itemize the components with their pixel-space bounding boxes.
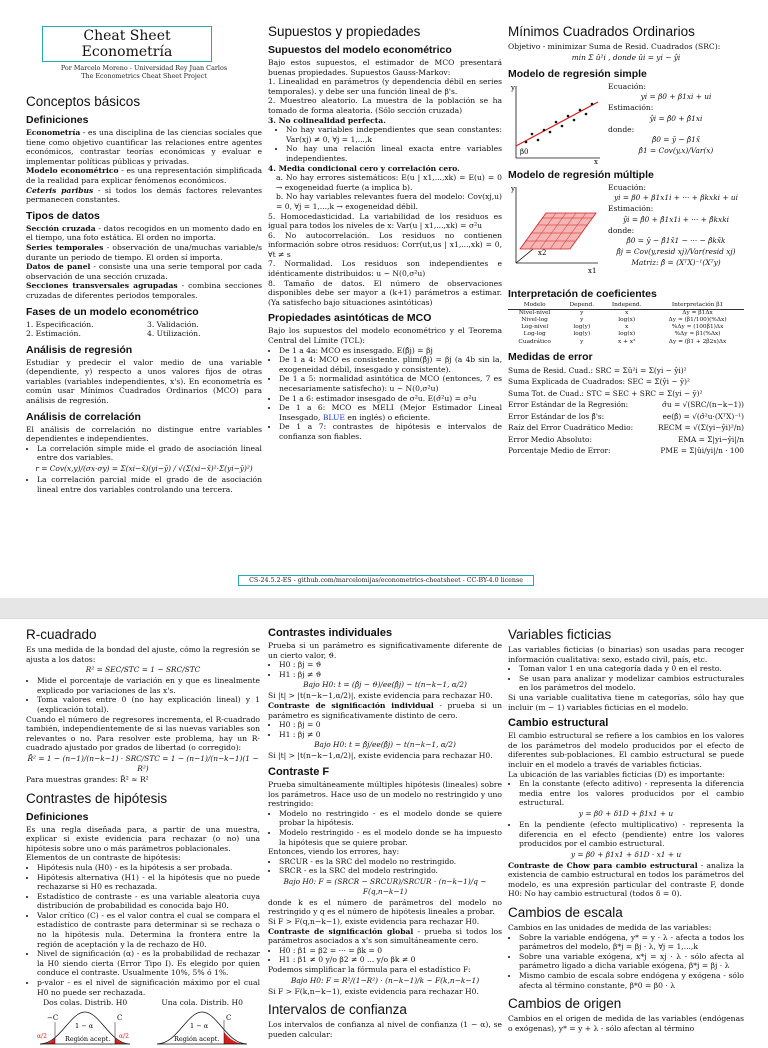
scatter-point xyxy=(525,140,528,143)
project-line: The Econometrics Cheat Sheet Project xyxy=(81,72,207,80)
list-item: • En la pendiente (efecto multiplicativo) - representa la diferencia en el efecto (pendiente) entre los valores producidos por el cambio estructural. xyxy=(519,820,744,849)
list-item: • H0 : βj = 0 xyxy=(279,720,502,730)
heading-ic: Intervalos de confianza xyxy=(268,1002,407,1018)
table-row xyxy=(508,331,744,338)
mult-matriz: Matriz: β̂ = (XᵀX)⁻¹(Xᵀy) xyxy=(631,258,721,268)
f-intro: Prueba simultáneamente múltiples hipótesis (lineales) sobre los parámetros. Hace uso de un modelo no restringido y uno restringido: xyxy=(268,779,502,809)
list-item: • Hipótesis nula (H0) - es la hipótesis a ser probada. xyxy=(37,863,260,873)
y-axis-label: y xyxy=(511,184,515,193)
intercept-label: β0 xyxy=(520,147,529,156)
table-cell: log(y) xyxy=(573,331,591,338)
cambio-list xyxy=(519,779,744,808)
two-tail-label: Dos colas. Distrib. H0 xyxy=(43,998,128,1008)
label: Ecuación: xyxy=(608,81,646,91)
pme-row: Porcentaje Medio de Error: PME = Σ|ûi/yi|/n · 100 xyxy=(508,446,744,456)
page-2 xyxy=(0,618,768,1043)
alpha-half-right: α/2 xyxy=(118,1032,129,1040)
sup-4b: b. No hay variables relevantes fuera del modelo: Cov(xj,u) = 0, ∀j = 1,...,k → exogeneidad débil. xyxy=(276,192,502,211)
label: Estimación: xyxy=(608,103,654,113)
table-cell: Log-log xyxy=(523,331,546,338)
table-cell: log(x) xyxy=(618,331,636,338)
ema-row: Error Medio Absoluto: EMA = Σ|yi−ŷi|/n xyxy=(508,434,744,444)
simple-est: ŷi = β̂0 + β̂1xi xyxy=(649,113,703,123)
scatter-point xyxy=(561,124,564,127)
fg-rule: Si F > F(k,n−k−1), existe evidencia para rechazar H0. xyxy=(268,986,479,996)
distribution-labels xyxy=(26,998,260,1008)
corr-formula: r = Cov(x,y)/(σx·σy) = Σ(xi−x̄)(yi−ȳ) / √(Σ(xi−x̄)²·Σ(yi−ȳ)²) xyxy=(35,464,253,474)
heading-r2: R-cuadrado xyxy=(26,627,97,642)
heading-contrastes: Contrastes de hipótesis xyxy=(26,790,168,806)
table-row xyxy=(508,339,744,346)
sec-line: Suma Explicada de Cuadrados: SEC = Σ(ŷi − ȳ)² xyxy=(508,377,690,387)
heading-supuestos: Supuestos y propiedades xyxy=(268,24,421,39)
table-cell: Log-nivel xyxy=(521,324,549,331)
alpha-half-left: α/2 xyxy=(36,1032,47,1040)
list-item: • De 1 a 4: MCO es consistente. plim(β̂j) = βj (a 4b sin la, exogeneidad débil, insesgado y consistente). xyxy=(279,355,502,374)
def-ceteris: Ceteris paribus - si todos los demás factores relevantes permanecen constantes. xyxy=(26,185,262,205)
scatter-point xyxy=(573,118,576,121)
list-item: • Hipótesis alternativa (H1) - el la hipótesis que no puede rechazarse si H0 es rechazada. xyxy=(37,873,260,892)
fase-item: 2. Estimación. xyxy=(26,329,81,339)
list-item: • Modelo no restringido - es el modelo donde se quiere probar la hipótesis. xyxy=(279,809,502,828)
multiple-block xyxy=(508,183,744,283)
sup-2: 2. Muestreo aleatorio. La muestra de la población se ha tomado de forma aleatoria. (Sólo sección cruzada) xyxy=(268,96,502,115)
heading-mco: Mínimos Cuadrados Ordinarios xyxy=(508,24,695,39)
recm-row: Raíz del Error Cuadrático Medio: RECM = √(Σ(yi−ŷi)²/n) xyxy=(508,423,744,433)
sup-5: 5. Homocedasticidad. La variabilidad de los residuos es igual para todos los niveles de x: Var(u | x1,...,xk) = σ²u xyxy=(268,211,502,231)
table-cell: Nivel-log xyxy=(521,317,548,323)
sup-3-list xyxy=(286,125,502,163)
heading-tipos: Tipos de datos xyxy=(26,209,100,222)
fases-list xyxy=(26,320,262,339)
neg-c-label: −C xyxy=(46,1013,58,1022)
fict-list xyxy=(519,664,744,693)
cambio-list-2 xyxy=(519,820,744,849)
list-item: • Toma valores entre 0 (no hay explicación lineal) y 1 (explicación total). xyxy=(37,695,260,714)
list-item: • Sobre la variable endógena, y* = y · λ - afecta a todos los parámetros del modelo, β*j = βj · λ, ∀j = 1,...,k xyxy=(519,933,744,952)
sig-hyp xyxy=(279,720,502,739)
list-item: • De 1 a 4a: MCO es insesgado. E(β̂j) = βj xyxy=(279,346,502,356)
prop-intro: Bajo los supuestos del modelo econométrico y el Teorema Central del Límite (TCL): xyxy=(268,326,502,346)
sup-6: 6. No autocorrelación. Los residuos no contienen información sobre otros residuos: Corr(ut,us | x1,...,xk) = 0, ∀t ≠ s xyxy=(268,230,502,259)
heading-cambio: Cambio estructural xyxy=(508,717,609,730)
scatter-point xyxy=(585,112,588,115)
list-item: • p-valor - es el nivel de significación máximo por el cual H0 no puede ser rechazada. xyxy=(37,978,260,997)
src-line: Suma de Resid. Cuad.: SRC = Σû²i = Σ(yi − ŷi)² xyxy=(508,365,687,375)
cambio-text: El cambio estructural se refiere a los cambios en los valores de los parámetros del modelo producidos por el efecto de diferentes sub-poblaciones. El cambio estructural se puede incluir en el modelo a través de variables ficticias. xyxy=(508,731,744,769)
correlacion-text: El análisis de correlación no distingue entre variables dependientes e independientes. xyxy=(26,424,262,444)
table-cell: x + x² xyxy=(617,338,636,345)
list-item: • De 1 a 5: normalidad asintótica de MCO (entonces, 7 es necesariamente satisfecho): u ~ N(0,σ²u) xyxy=(279,374,502,393)
objetivo-eq: min Σ û²i , donde ûi = yi − ŷi xyxy=(571,52,681,62)
simple-b1: β̂1 = Cov(y,x)/Var(x) xyxy=(638,146,714,156)
cambio-eq2: y = β0 + β1x1 + δ1D · x1 + u xyxy=(570,849,682,859)
r2-eq: R² = SEC/STC = 1 − SRC/STC xyxy=(85,665,201,675)
list-item: • Toman valor 1 en una categoría dada y 0 en el resto. xyxy=(519,664,744,674)
cambio-eq1: y = β0 + δ1D + β1x1 + u xyxy=(578,808,674,818)
column-contrastes xyxy=(268,619,503,1039)
column-ficticias xyxy=(508,619,744,1033)
regression-line xyxy=(516,102,598,146)
authors-line: Por Marcelo Moreno - Universidad Rey Juan Carlos xyxy=(60,64,228,72)
list-item: • Estadístico de contraste - es una variable aleatoria cuya distribución de probabilidad es conocida bajo H0. xyxy=(37,892,260,911)
heading-supuestos-modelo: Supuestos del modelo econométrico xyxy=(268,44,452,56)
list-item: • SRCR - es la SRC del modelo restringido. xyxy=(279,866,502,876)
list-item: • Valor crítico (C) - es el valor contra el cual se compara el estadístico de contraste para determinar si se rechaza o no la hipótesis nula. Determina la frontera entre la región de aceptación y la de rechazo de H0. xyxy=(37,911,260,949)
list-item: • La correlación parcial mide el grado de de asociación lineal entre dos variables controlando una tercera. xyxy=(37,475,262,494)
heading-simple: Modelo de regresión simple xyxy=(508,67,647,80)
c-label: C xyxy=(116,1013,122,1022)
indiv-hyp xyxy=(279,660,502,679)
ic-text: Los intervalos de confianza al nivel de confianza (1 − α), se pueden calcular: xyxy=(268,1020,502,1039)
sup-8: 8. Tamaño de datos. El número de observaciones disponibles debe ser mayor a (k+1) parámetros a estimar. (Ya satisfecho bajo situaciones asintóticas) xyxy=(268,278,502,307)
interpretation-table xyxy=(508,302,744,346)
sup-3: 3. No colinealidad perfecta. xyxy=(268,115,386,125)
one-minus-alpha: 1 − α xyxy=(189,1021,208,1030)
multiple-equations xyxy=(608,183,744,270)
stc-line: Suma Tot. de Cuad.: STC = SEC + SRC = Σ(yi − ȳ)² xyxy=(508,388,703,398)
list-item: • H1 : β1 ≠ 0 y/o β2 ≠ 0 ... y/o βk ≠ 0 xyxy=(279,955,502,965)
escala-intro: Cambios en las unidades de medida de las variables: xyxy=(508,923,712,933)
correlacion-list-2 xyxy=(37,475,262,494)
one-minus-alpha: 1 − α xyxy=(74,1021,93,1030)
heading-indiv: Contrastes individuales xyxy=(268,627,393,639)
table-cell: y xyxy=(580,317,584,323)
blue-link: BLUE xyxy=(322,412,345,422)
sig-rule: Si |t| > |t(n−k−1,α/2)|, existe evidencia para rechazar H0. xyxy=(268,751,493,761)
sup-4a: a. No hay errores sistemáticos: E(u | x1,...,xk) = E(u) = 0 → exogeneidad fuerte (a implica b). xyxy=(276,173,502,192)
def-econometria: Econometría - es una disciplina de las ciencias sociales que tiene como objetivo cuantificar las relaciones entre agentes económicos, contrastar teorías económicas y evaluar e implementar políticas públicas y privadas. xyxy=(26,128,262,166)
c-label: C xyxy=(225,1013,231,1022)
list-item: • Sobre una variable exógena, x*j = xj · λ - sólo afecta al parámetro ligado a dicha variable exógena, β*j = βj · λ xyxy=(519,952,744,971)
sup-intro: Bajo estos supuestos, el estimador de MCO presentará buenas propiedades. Supuestos Gauss-Markov: xyxy=(268,58,502,77)
list-item: • No hay una relación lineal exacta entre variables independientes. xyxy=(286,144,502,163)
heading-ficticias: Variables ficticias xyxy=(508,627,612,642)
mult-bj: β̂j = Cov(y,resid xj)/Var(resid xj) xyxy=(616,247,736,257)
heading-fases: Fases de un modelo econométrico xyxy=(26,305,199,318)
tipo-seccion: Sección cruzada - datos recogidos en un momento dado en el tiempo, una foto estática. El orden no importa. xyxy=(26,223,262,243)
origen-text: Cambios en el origen de medida de las variables (endógenas o exógenas), y* = y + λ - sólo afectan al término xyxy=(508,1014,744,1033)
table-cell: x xyxy=(625,309,629,316)
list-item: • De 1 a 6: MCO es MELI (Mejor Estimador Lineal Insesgado, BLUE en inglés) o eficiente. xyxy=(279,403,502,422)
list-item: • En la constante (efecto aditivo) - representa la diferencia media entre los valores producidos por el cambio estructural. xyxy=(519,779,744,808)
column-r2 xyxy=(26,619,260,1043)
table-cell: Δy ≈ (β1/100)(%Δx) xyxy=(668,317,727,323)
propiedades-list xyxy=(279,346,502,442)
sig-stat: Bajo H0: t = β̂j/ee(β̂j) ~ t(n−k−1, α/2) xyxy=(314,740,456,750)
label: donde: xyxy=(608,225,635,235)
scatter-point xyxy=(579,108,582,111)
f-rule: Si F > F(q,n−k−1), existe evidencia para rechazar H0. xyxy=(268,917,480,927)
indiv-stat: Bajo H0: t = (β̂j − ϑ)/ee(β̂j) ~ t(n−k−1, α/2) xyxy=(303,680,467,690)
mult-est: ŷi = β̂0 + β̂1x1i + ··· + β̂kxki xyxy=(622,214,730,224)
heading-f: Contraste F xyxy=(268,765,330,778)
error-measures xyxy=(508,365,744,457)
r2-large: Para muestras grandes: R̄² ≈ R² xyxy=(26,774,149,784)
two-tail-figure xyxy=(35,1008,135,1048)
scatter-point xyxy=(543,128,546,131)
indiv-rule: Si |t| > |t(n−k−1,α/2)|, existe evidencia para rechazar H0. xyxy=(268,691,493,701)
heading-interpretacion: Interpretación de coeficientes xyxy=(508,287,657,300)
tipo-panel: Datos de panel - consiste una una serie temporal por cada observación de una sección cruzada. xyxy=(26,262,263,281)
def-elem: Elementos de un contraste de hipótesis: xyxy=(26,853,181,863)
fg-stat: Bajo H0: F = R²/(1−R²) · (n−k−1)/k ~ F(k,n−k−1) xyxy=(290,975,480,985)
column-mco xyxy=(508,18,744,575)
cambio-ubic: La ubicación de las variables ficticias (D) es importante: xyxy=(508,769,725,779)
scatter-point xyxy=(537,138,540,141)
document-title: Cheat Sheet Econometría xyxy=(42,26,212,62)
sig-text: Contraste de significación individual - prueba si un parámetro es significativamente distinto de cero. xyxy=(268,700,502,720)
list-item: • La correlación simple mide el grado de asociación lineal entre dos variables. xyxy=(37,444,262,463)
r2-intro: Es una medida de la bondad del ajuste, cómo la regresión se ajusta a los datos: xyxy=(26,645,260,664)
mult-b0: β̂0 = ȳ − β̂1x̄1 − ··· − β̂kx̄k xyxy=(626,236,726,246)
tipo-series: Series temporales - observación de una/muchas variable/s durante un periodo de tiempo. El orden sí importa. xyxy=(26,242,262,262)
heading-multiple: Modelo de regresión múltiple xyxy=(508,168,654,181)
scatter-point xyxy=(567,114,570,117)
table-cell: %Δy ≈ β1(%Δx) xyxy=(674,331,721,338)
simple-b0: β̂0 = ȳ − β̂1x̄ xyxy=(651,135,701,145)
fase-item: 3. Validación. xyxy=(147,319,199,329)
list-item: • H1 : βj ≠ ϑ xyxy=(279,670,502,680)
def-modelo: Modelo econométrico - es una representación simplificada de la realidad para explicar fenómenos económicos. xyxy=(26,166,262,185)
elementos-list xyxy=(37,863,260,997)
fg-simpl: Podemos simplificar la fórmula para el estadístico F: xyxy=(268,965,471,975)
x-axis-label: x xyxy=(594,157,598,166)
distribution-figures xyxy=(26,1008,260,1048)
r2-adj: R̄² = 1 − (n−1)/(n−k−1) · SRC/STC = 1 − (n−1)/(n−k−1)(1 − R²) xyxy=(27,753,259,773)
table-cell: %Δy ≈ (100β1)Δx xyxy=(671,324,724,331)
column-conceptos xyxy=(26,0,262,575)
table-cell: Cuadrático xyxy=(518,338,551,345)
err-b-row: Error Estándar de los β̂'s: ee(β̂) = √(σ̂²u·(XᵀX)⁻¹) xyxy=(508,411,744,421)
indiv-intro: Prueba si un parámetro es significativamente diferente de un cierto valor, ϑ. xyxy=(268,641,502,660)
table-cell: Nivel-nivel xyxy=(518,309,551,316)
one-tail-label: Una cola. Distrib. H0 xyxy=(161,998,243,1008)
list-item: • Nivel de significación (α) - es la probabilidad de rechazar la H0 siendo cierta (Error Tipo I). Es elegido por quien conduce el contraste. Usualmente 10%, 5% ó 1%. xyxy=(37,949,260,978)
list-item: • De 1 a 7: contrastes de hipótesis e intervalos de confianza son fiables. xyxy=(279,422,502,441)
table-cell: x xyxy=(625,324,629,331)
objetivo-text: Objetivo - minimizar Suma de Resid. Cuadrados (SRC): xyxy=(508,42,721,51)
list-item: • Mismo cambio de escala sobre endógena y exógena - sólo afecta al término constante, β*0 = β0 · λ xyxy=(519,971,744,990)
simple-equations xyxy=(608,82,744,158)
sup-4: 4. Media condicional cero y correlación cero. xyxy=(268,163,460,173)
x1-axis-label: x1 xyxy=(588,266,597,275)
r2-list xyxy=(37,676,260,714)
f-errors: Entonces, viendo los errores, hay: xyxy=(268,847,400,857)
label: Ecuación: xyxy=(608,182,646,192)
f-models xyxy=(279,809,502,847)
heading-medidas: Medidas de error xyxy=(508,350,593,363)
multiple-regression-figure xyxy=(508,183,603,283)
y-axis-label: y xyxy=(511,83,515,92)
list-item: • H0 : β1 = β2 = ··· = βk = 0 xyxy=(279,946,502,956)
table-header: Independ. xyxy=(602,302,651,310)
table-header-row xyxy=(508,302,744,310)
scatter-point xyxy=(531,132,534,135)
scatter-point xyxy=(555,120,558,123)
fg-hyp xyxy=(279,946,502,965)
label: Estimación: xyxy=(608,204,654,214)
page-gap xyxy=(0,598,768,618)
table-header: Depend. xyxy=(561,302,602,310)
table-cell: log(x) xyxy=(618,317,636,323)
fict-text: Si una variable cualitativa tiene m categorías, sólo hay que incluir (m − 1) variables ficticias en el modelo. xyxy=(508,692,744,712)
heading-origen: Cambios de origen xyxy=(508,996,622,1012)
heading-propiedades: Propiedades asintóticas de MCO xyxy=(268,312,432,325)
one-tail-figure xyxy=(152,1008,252,1048)
region-label: Región acept. xyxy=(64,1034,110,1043)
scatter-point xyxy=(549,130,552,133)
scatter-point xyxy=(591,102,594,105)
table-row xyxy=(508,309,744,317)
def-intro: Es una regla diseñada para, a partir de una muestra, explicar si existe evidencia para rechazar (o no) una hipótesis sobre uno o más parámetros poblacionales. xyxy=(26,824,260,853)
heading-escala: Cambios de escala xyxy=(508,905,623,921)
label: donde: xyxy=(608,124,635,134)
table-header: Interpretación β1 xyxy=(651,302,744,310)
table-header: Modelo xyxy=(508,302,561,310)
sup-1: 1. Linealidad en parámetros (y dependencia débil en series temporales). y debe ser una función lineal de β's. xyxy=(268,77,502,96)
list-item: • SRCUR - es la SRC del modelo no restringido. xyxy=(279,857,502,867)
f-src xyxy=(279,857,502,876)
list-item: • H0 : βj = ϑ xyxy=(279,660,502,670)
chow-text: Contraste de Chow para cambio estructural - analiza la existencia de cambio estructural en todos los parámetros del modelo, es una expresión particular del contraste F, donde H0: No hay cambio estructural (todos δ = 0). xyxy=(508,860,744,899)
region-label: Región acept. xyxy=(173,1034,219,1043)
simple-eq: yi = β0 + β1xi + ui xyxy=(640,92,712,102)
list-item: • Modelo restringido - es el modelo donde se ha impuesto la hipótesis que se quiere probar. xyxy=(279,828,502,847)
err-reg-row: Error Estándar de la Regresión: σ̂u = √(SRC/(n−k−1)) xyxy=(508,400,744,410)
fg-text: Contraste de significación global - prueba si todos los parámetros asociados a x's son simultáneamente cero. xyxy=(268,926,503,946)
heading-def: Definiciones xyxy=(26,810,89,823)
regresion-text: Estudiar y predecir el valor medio de una variable (dependiente, y) respecto a unos valores fijos de otras variables (variables independientes, x's). En econometría es común usar Mínimos Cuadrados Ordinarios (MCO) para análisis de regresión. xyxy=(26,357,262,406)
r2-text: Cuando el número de regresores incrementa, el R-cuadrado también, independientemente de si las nuevas variables son relevantes o no. Para resolver este problema, hay un R-cuadrado ajustado por grados de libertad (o corregido): xyxy=(26,714,260,753)
regression-plane xyxy=(520,213,596,249)
table-cell: y xyxy=(580,309,584,316)
f-where: donde k es el número de parámetros del modelo no restringido y q es el número de hipótesis lineales a probar. xyxy=(268,897,502,917)
list-item: • Se usan para analizar y modelizar cambios estructurales en los parámetros del modelo. xyxy=(519,674,744,693)
escala-list xyxy=(519,933,744,991)
list-item: • H1 : βj ≠ 0 xyxy=(279,730,502,740)
license-link[interactable]: CS-24.5.2-ES - github.com/marcelomijas/econometrics-cheatsheet - CC-BY-4.0 license xyxy=(238,575,534,586)
simple-regression-figure xyxy=(508,82,603,164)
fase-item: 1. Especificación. xyxy=(26,319,94,329)
simple-block xyxy=(508,82,744,164)
column-supuestos xyxy=(268,18,502,575)
table-cell: Δy = β1Δx xyxy=(682,309,713,316)
list-item: • No hay variables independientes que sean constantes: Var(xj) ≠ 0, ∀j = 1,...,k xyxy=(286,125,502,144)
heading-regresion: Análisis de regresión xyxy=(26,343,133,356)
f-stat: Bajo H0: F = (SRCR − SRCUR)/SRCUR · (n−k−1)/q ~ F(q,n−k−1) xyxy=(283,876,487,896)
table-cell: y xyxy=(580,338,584,345)
heading-definiciones: Definiciones xyxy=(26,114,89,126)
table-cell: Δy = (β1 + 2β2x)Δx xyxy=(668,338,727,345)
list-item: • Mide el porcentaje de variación en y que es linealmente explicado por variaciones de las x's. xyxy=(37,676,260,695)
sup-7: 7. Normalidad. Los residuos son independientes e idénticamente distribuidos: u ~ N(0,σ²u) xyxy=(268,259,502,279)
table-cell: log(y) xyxy=(573,324,591,331)
fase-item: 4. Utilización. xyxy=(147,329,201,339)
fict-intro: Las variables ficticias (o binarias) son usadas para recoger información cualitativa: sexo, estado civil, país, etc. xyxy=(508,645,744,664)
correlacion-list xyxy=(37,444,262,463)
tipo-agrupadas: Secciones transversales agrupadas - combina secciones cruzadas de diferentes periodos temporales. xyxy=(26,281,262,300)
heading-correlacion: Análisis de correlación xyxy=(26,410,141,423)
heading-conceptos: Conceptos básicos xyxy=(26,94,141,109)
x2-axis-label: x2 xyxy=(538,248,547,257)
mult-eq: yi = β0 + β1x1i + ··· + βkxki + ui xyxy=(613,193,739,203)
list-item: • De 1 a 6: estimador insesgado de σ²u. E(σ̂²u) = σ²u xyxy=(279,394,502,404)
